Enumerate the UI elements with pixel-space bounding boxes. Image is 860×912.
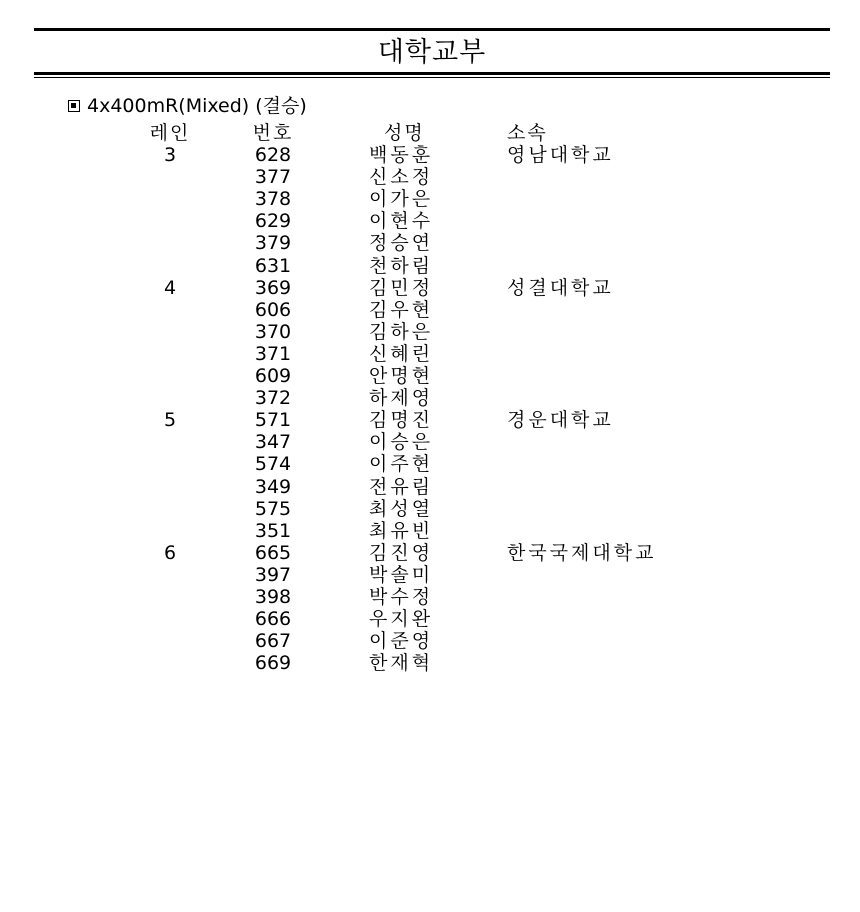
athlete-name-cell: 백동훈 — [369, 144, 434, 167]
page-title: 대학교부 — [377, 37, 487, 68]
athlete-name-cell: 김하은 — [369, 320, 434, 343]
bib-number-cell: 397 — [254, 563, 292, 586]
table-row — [0, 232, 860, 254]
bib-number-cell: 351 — [254, 519, 292, 542]
header-rule-top — [34, 28, 830, 31]
bib-number-cell: 606 — [254, 298, 292, 321]
athlete-name-cell: 박수정 — [369, 585, 434, 608]
table-row — [0, 564, 860, 586]
table-row — [0, 144, 860, 166]
athlete-name-cell: 이가은 — [369, 188, 434, 211]
event-title: 4x400mR(Mixed) (결승) — [87, 95, 307, 117]
bib-number-cell: 666 — [254, 608, 292, 631]
square-bullet-icon — [68, 100, 80, 112]
team-cell: 성결대학교 — [507, 276, 614, 299]
table-row — [0, 343, 860, 365]
lane-cell: 4 — [163, 276, 177, 299]
table-row — [0, 586, 860, 608]
athlete-name-cell: 이주현 — [369, 453, 434, 476]
bib-number-cell: 377 — [254, 166, 292, 189]
bib-number-cell: 371 — [254, 342, 292, 365]
column-header-number: 번호 — [252, 122, 294, 144]
table-row — [0, 188, 860, 210]
table-row — [0, 542, 860, 564]
bib-number-cell: 631 — [254, 254, 292, 277]
table-row — [0, 431, 860, 453]
table-row — [0, 299, 860, 321]
athlete-name-cell: 안명현 — [369, 365, 434, 388]
bib-number-cell: 369 — [254, 276, 292, 299]
column-header-lane: 레인 — [149, 122, 191, 144]
table-row — [0, 166, 860, 188]
table-row — [0, 255, 860, 277]
athlete-name-cell: 이승은 — [369, 431, 434, 454]
bib-number-cell: 669 — [254, 652, 292, 675]
bib-number-cell: 575 — [254, 497, 292, 520]
athlete-name-cell: 신혜린 — [369, 342, 434, 365]
table-body — [0, 144, 860, 674]
bib-number-cell: 609 — [254, 365, 292, 388]
athlete-name-cell: 김진영 — [369, 541, 434, 564]
event-heading — [68, 94, 307, 118]
header-rule-bottom — [34, 72, 830, 75]
athlete-name-cell: 우지완 — [369, 608, 434, 631]
team-cell: 한국국제대학교 — [507, 541, 657, 564]
column-header-name: 성명 — [384, 122, 425, 144]
table-row — [0, 608, 860, 630]
bib-number-cell: 667 — [254, 630, 292, 653]
team-cell: 경운대학교 — [507, 409, 614, 432]
bib-number-cell: 349 — [254, 475, 292, 498]
athlete-name-cell: 하제영 — [369, 387, 434, 410]
header-rule-bottom-thin — [34, 77, 830, 78]
bib-number-cell: 571 — [254, 409, 292, 432]
athlete-name-cell: 이현수 — [369, 210, 434, 233]
column-header-team: 소속 — [507, 122, 548, 144]
bib-number-cell: 628 — [254, 144, 292, 167]
athlete-name-cell: 최유빈 — [369, 519, 434, 542]
bib-number-cell: 347 — [254, 431, 292, 454]
table-row — [0, 630, 860, 652]
table-row — [0, 210, 860, 232]
team-cell: 영남대학교 — [507, 144, 614, 167]
table-header-row — [0, 122, 860, 144]
athlete-name-cell: 김민정 — [369, 276, 434, 299]
bib-number-cell: 379 — [254, 232, 292, 255]
start-list-table — [0, 122, 860, 674]
table-row — [0, 652, 860, 674]
athlete-name-cell: 박솔미 — [369, 563, 434, 586]
bib-number-cell: 372 — [254, 387, 292, 410]
athlete-name-cell: 전유림 — [369, 475, 434, 498]
lane-cell: 6 — [163, 541, 177, 564]
table-row — [0, 453, 860, 475]
table-row — [0, 321, 860, 343]
bib-number-cell: 378 — [254, 188, 292, 211]
athlete-name-cell: 한재혁 — [369, 652, 434, 675]
table-row — [0, 476, 860, 498]
bib-number-cell: 398 — [254, 585, 292, 608]
athlete-name-cell: 김명진 — [369, 409, 434, 432]
athlete-name-cell: 김우현 — [369, 298, 434, 321]
lane-cell: 3 — [163, 144, 177, 167]
lane-cell: 5 — [163, 409, 177, 432]
athlete-name-cell: 신소정 — [369, 166, 434, 189]
athlete-name-cell: 최성열 — [369, 497, 434, 520]
table-row — [0, 365, 860, 387]
athlete-name-cell: 이준영 — [369, 630, 434, 653]
table-row — [0, 520, 860, 542]
bib-number-cell: 574 — [254, 453, 292, 476]
table-row — [0, 387, 860, 409]
bib-number-cell: 629 — [254, 210, 292, 233]
bib-number-cell: 370 — [254, 320, 292, 343]
athlete-name-cell: 정승연 — [369, 232, 434, 255]
table-row — [0, 409, 860, 431]
page-header — [34, 28, 830, 80]
table-row — [0, 277, 860, 299]
athlete-name-cell: 천하림 — [369, 254, 434, 277]
bib-number-cell: 665 — [254, 541, 292, 564]
table-row — [0, 498, 860, 520]
